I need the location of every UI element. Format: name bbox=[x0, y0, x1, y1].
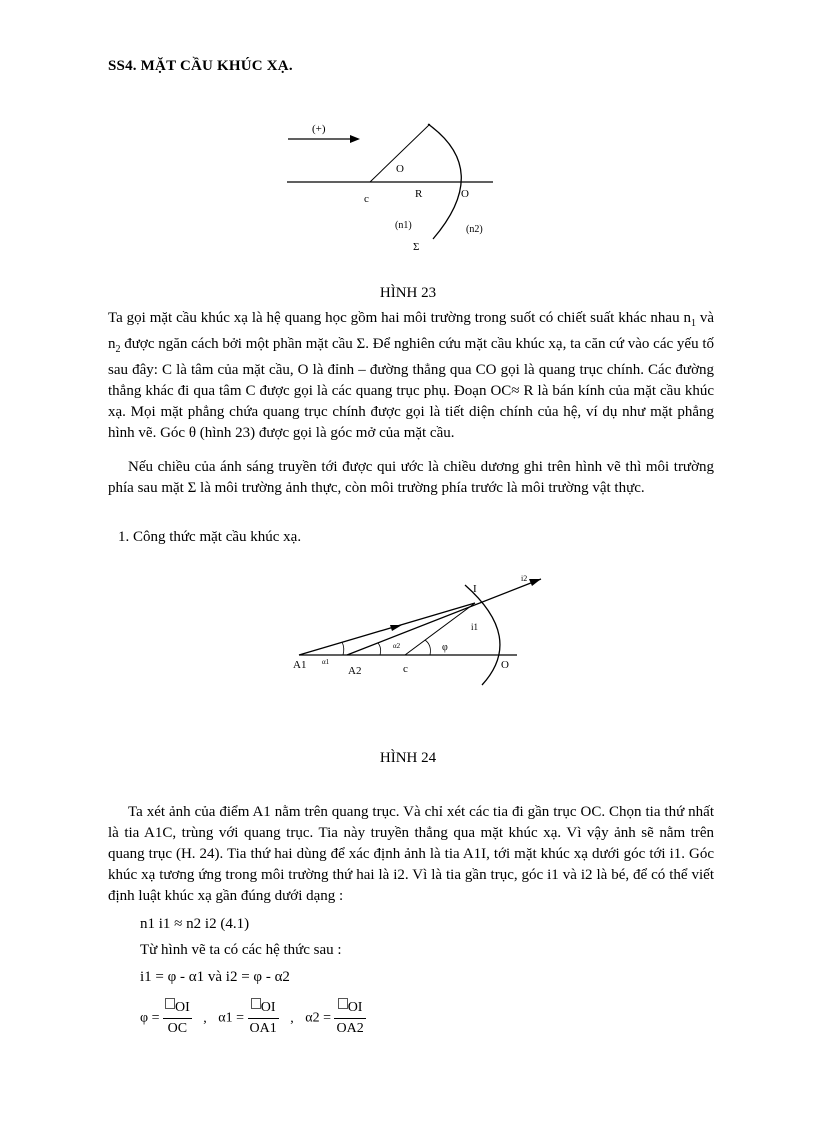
alpha2-arc bbox=[378, 643, 381, 655]
relations-intro: Từ hình vẽ ta có các hệ thức sau : bbox=[140, 942, 342, 958]
alpha2-numerator: OI bbox=[334, 998, 365, 1019]
incident-arrowhead bbox=[390, 625, 402, 631]
arc-box-icon bbox=[338, 998, 348, 1009]
incident-ray bbox=[299, 603, 475, 655]
alpha1-fraction bbox=[248, 998, 279, 1039]
phi-eq-label: φ = bbox=[140, 1010, 160, 1026]
alpha2-eq-label: α2 = bbox=[305, 1010, 331, 1026]
phi-arc bbox=[425, 640, 430, 655]
equation-angles: i1 = φ - α1 và i2 = φ - α2 bbox=[140, 969, 290, 985]
normal-line bbox=[405, 603, 475, 655]
figure-23 bbox=[270, 115, 510, 260]
figure-23-caption: HÌNH 23 bbox=[379, 285, 437, 301]
item-formula-title: 1. Công thức mặt cầu khúc xạ. bbox=[118, 529, 302, 545]
medium1-label: (n1) bbox=[395, 220, 412, 231]
alpha2-denominator: OA2 bbox=[336, 1021, 364, 1036]
i1-label: i1 bbox=[471, 622, 479, 632]
alpha1-arc bbox=[342, 642, 344, 655]
paragraph-derivation: Ta xét ảnh của điểm A1 nằm trên quang trục. Và chỉ xét các tia đi gần trục OC. Chọn tia thứ nhất là tia A1C, trùng với quang trục. Tia này truyền thẳng qua mặt khúc xạ. Vì vậy ảnh sẽ nằm trên quang trục (H. 24). Tia thứ hai dùng để xác định ảnh là tia A1I, tới mặt khúc xạ dưới góc tới i1. Góc khúc xạ tương ứng trong môi trường thứ hai là i2. Vì là tia gần trục, góc i1 và i2 là bé, để có thể viết định luật khúc xạ gần đúng dưới dạng : bbox=[108, 804, 714, 904]
refracting-surface bbox=[465, 585, 500, 685]
c-label: c bbox=[403, 663, 408, 675]
point-I-label: I bbox=[473, 583, 477, 595]
alpha1-label: α1 bbox=[322, 658, 330, 666]
A2-label: A2 bbox=[348, 665, 362, 677]
figure-24-caption: HÌNH 24 bbox=[379, 750, 437, 766]
arc-box-icon bbox=[251, 998, 261, 1009]
direction-label: (+) bbox=[312, 123, 326, 135]
i2-label: i2 bbox=[521, 574, 528, 583]
center-label: c bbox=[364, 193, 369, 205]
surface-label: Σ bbox=[413, 241, 420, 253]
paragraph-convention: Nếu chiều của ánh sáng truyền tới được qui ước là chiều dương ghi trên hình vẽ thì môi trường phía sau mặt Σ là môi trường ảnh thực, còn môi trường phía trước là môi trường vật thực. bbox=[108, 459, 714, 496]
angle-label: O bbox=[396, 163, 404, 175]
arc-box-icon bbox=[165, 998, 175, 1009]
O-label: O bbox=[501, 659, 509, 671]
figure-24 bbox=[285, 568, 545, 688]
radius-label: R bbox=[415, 188, 423, 200]
phi-numerator: OI bbox=[163, 998, 192, 1019]
alpha2-label: α2 bbox=[393, 642, 401, 650]
paragraph-definition: Ta gọi mặt cầu khúc xạ là hệ quang học gồm hai môi trường trong suốt có chiết suất khác nhau $n_1$ và $n_2$ được ngăn cách bởi một phần mặt cầu Σ. Để nghiên cứu mặt cầu khúc xạ, ta căn cứ vào các yếu tố sau đây: C là tâm của mặt cầu, O là đỉnh – đường thẳng qua CO gọi là quang trục chính. Các đường thẳng khác đi qua tâm C được gọi là các quang trục phụ. Đoạn OC≈ R là bán kính của mặt cầu khúc xạ. Mọi mặt phẳng chứa quang trục chính được gọi là tiết diện chính của hệ, ví dụ như mặt phẳng hình vẽ. Góc θ (hình 23) được gọi là góc mở của mặt cầu. bbox=[108, 310, 714, 441]
direction-arrowhead bbox=[350, 135, 360, 143]
separator-1: , bbox=[203, 1010, 207, 1026]
equation-fractions bbox=[140, 998, 366, 1039]
alpha1-eq-label: α1 = bbox=[218, 1010, 244, 1026]
separator-2: , bbox=[290, 1010, 294, 1026]
alpha2-fraction bbox=[334, 998, 365, 1039]
section-heading: SS4. MẶT CẦU KHÚC XẠ. bbox=[108, 58, 293, 74]
phi-label: φ bbox=[442, 642, 448, 653]
alpha1-numerator: OI bbox=[248, 998, 279, 1019]
A1-label: A1 bbox=[293, 659, 307, 671]
alpha1-denominator: OA1 bbox=[249, 1021, 277, 1036]
phi-denominator: OC bbox=[167, 1021, 188, 1036]
phi-fraction bbox=[163, 998, 192, 1039]
equation-4-1: n1 i1 ≈ n2 i2 (4.1) bbox=[140, 916, 250, 932]
refracted-arrowhead bbox=[529, 579, 541, 586]
medium2-label: (n2) bbox=[466, 224, 483, 235]
vertex-label: O bbox=[461, 188, 469, 200]
